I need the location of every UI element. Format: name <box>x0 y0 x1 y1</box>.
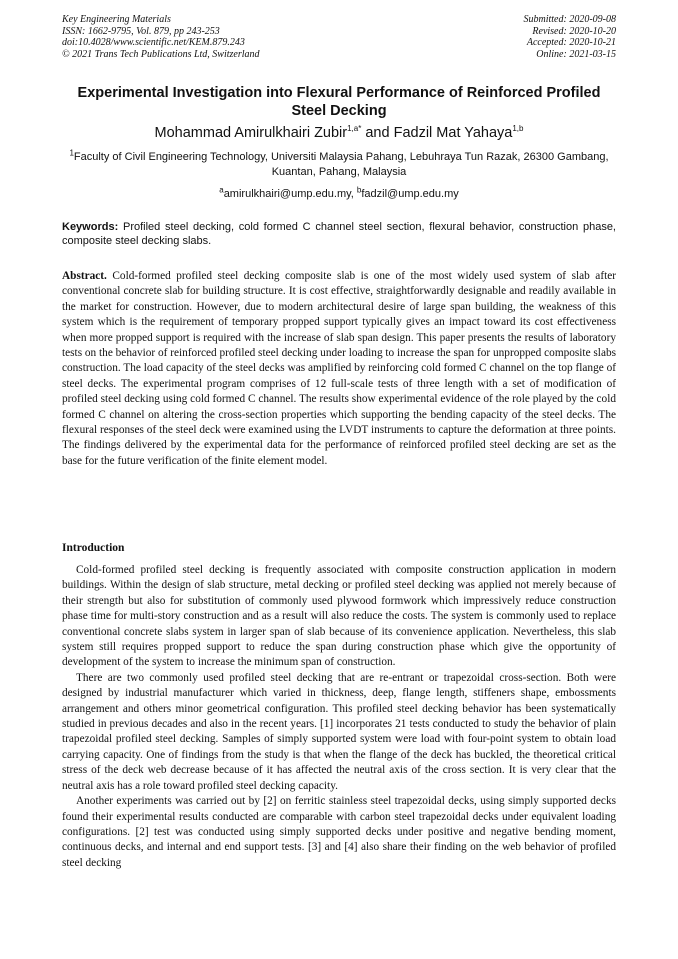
paragraph: There are two commonly used profiled steel decking that are re-entrant or trapezoidal cross-section. Both were designed by industrial manufacturer which varied in thickness, deep, flange length, stiffeners shape, embossments arrangement and others minor geometrical configuration. This profiled steel decking behavior has been systematically studied in previous decades and also in the recent years. [1] incorporates 21 tests conducted to study the behavior of plain trapezoidal profiled steel decking. Samples of simply supported system were load with four-point system to obtain load carrying capacity. One of findings from the study is that when the flange of the deck has buckled, the theoretical critical stress of the deck web decrease because of it has affected the neutral axis of the cross section. It is very clear that the neutral axis has a role toward profiled steel decking capacity. <box>62 671 616 792</box>
accepted-date: Accepted: 2020-10-21 <box>526 37 616 48</box>
email-mark: a <box>219 185 224 195</box>
abstract-text: Cold-formed profiled steel decking composite slab is one of the most widely used system of slab after conventional concrete slab for building structure. It is cost effective, straightforwardly designable and readily available in the market for construction. However, due to modern architectural desire of large span building, the weakness of this system which is the requirement of temporary propped support typically gives an impact toward its cost effectiveness when more propped support is required with the increase of slab span design. This paper presents the results of laboratory tests on the behavior of reinforced profiled steel decking under loading to increase the span for unpropped composite slabs construction. The load capacity of the steel decks was amplified by reinforcing cold formed C channel on the top flange of steel decks. The experimental program comprises of 12 full-scale tests of three length with a set of modification of profiled steel decking using cold formed C channel. The results show experimental evidence of the role played by the cold formed C channel on altering the cross-section properties which supporting the bending capacity of the steel decks. The flexural responses of the steel deck were examined using the LVDT instruments to capture the deformation at three points. The findings delivered by the experimental data for the performance of reinforced profiled steel decking are set as the base for the future verification of the finite element model. <box>62 270 617 467</box>
keywords-label: Keywords: <box>62 221 119 233</box>
journal-doi: doi:10.4028/www.scientific.net/KEM.879.243 <box>62 37 245 48</box>
affiliation <box>62 150 616 179</box>
submitted-date: Submitted: 2020-09-08 <box>523 14 616 25</box>
paragraph: Another experiments was carried out by [2] on ferritic stainless steel trapezoidal decks, using simply supported decks found their experimental results conducted are comparable with carbon steel trapezoidal decks under equivalent loading configurations. [2] test was conducted using simply supported decks under positive and negative bending moment, continuous decks, and internal and end support tests. [3] and [4] also share their finding on the web behavior of profiled steel decking <box>62 795 616 869</box>
journal-issn: ISSN: 1662-9795, Vol. 879, pp 243-253 <box>62 25 220 37</box>
keywords-text: Profiled steel decking, cold formed C channel steel section, flexural behavior, construction phase, composite steel decking slabs. <box>62 221 616 247</box>
author-name: Fadzil Mat Yahaya <box>393 125 513 141</box>
email-link[interactable]: amirulkhairi@ump.edu.my, <box>223 188 357 200</box>
revised-date: Revised: 2020-10-20 <box>532 25 616 37</box>
author-affiliation-mark: 1,b <box>512 124 524 134</box>
journal-copyright: © 2021 Trans Tech Publications Ltd, Switzerland <box>62 48 260 60</box>
journal-info <box>62 14 260 60</box>
journal-name: Key Engineering Materials <box>62 14 171 25</box>
paragraph: Cold-formed profiled steel decking is frequently associated with composite construction application in modern buildings. Within the design of slab structure, metal decking or profiled steel decking was applied not merely because of their strength but also for substitution of commonly used plywood formwork which impressively reduce construction phase time for multi-story construction and as a result will also reduce the costs. The system is commonly used to replace conventional concrete slabs system in larger span of slab because of its convenience application. Nevertheless, this slab system still requires propped support to reduce the span during construction phase which give the opportunity of development of the system to increase the minimum span of construction. <box>62 564 616 669</box>
email-mark: b <box>356 185 362 195</box>
author-name: Mohammad Amirulkhairi Zubir <box>154 125 348 141</box>
affiliation-mark: 1 <box>69 148 74 158</box>
abstract <box>62 269 616 469</box>
paper-title: Experimental Investigation into Flexural Performance of Reinforced Profiled Steel Decking <box>77 85 601 119</box>
author-affiliation-mark: 1,a* <box>347 124 362 134</box>
section-heading: Introduction <box>62 542 125 554</box>
author-emails <box>62 187 616 201</box>
email-link[interactable]: fadzil@ump.edu.my <box>361 188 459 200</box>
online-date: Online: 2021-03-15 <box>536 48 616 60</box>
abstract-label: Abstract. <box>62 270 107 282</box>
keywords <box>62 220 616 248</box>
submission-dates <box>524 14 617 60</box>
author-conjunction: and <box>361 125 394 141</box>
author-list <box>62 124 616 142</box>
introduction-body <box>62 563 616 871</box>
affiliation-text: Faculty of Civil Engineering Technology, Universiti Malaysia Pahang, Lebuhraya Tun Razak, 26300 Gambang, Kuantan, Pahang, Malaysia <box>73 151 609 178</box>
